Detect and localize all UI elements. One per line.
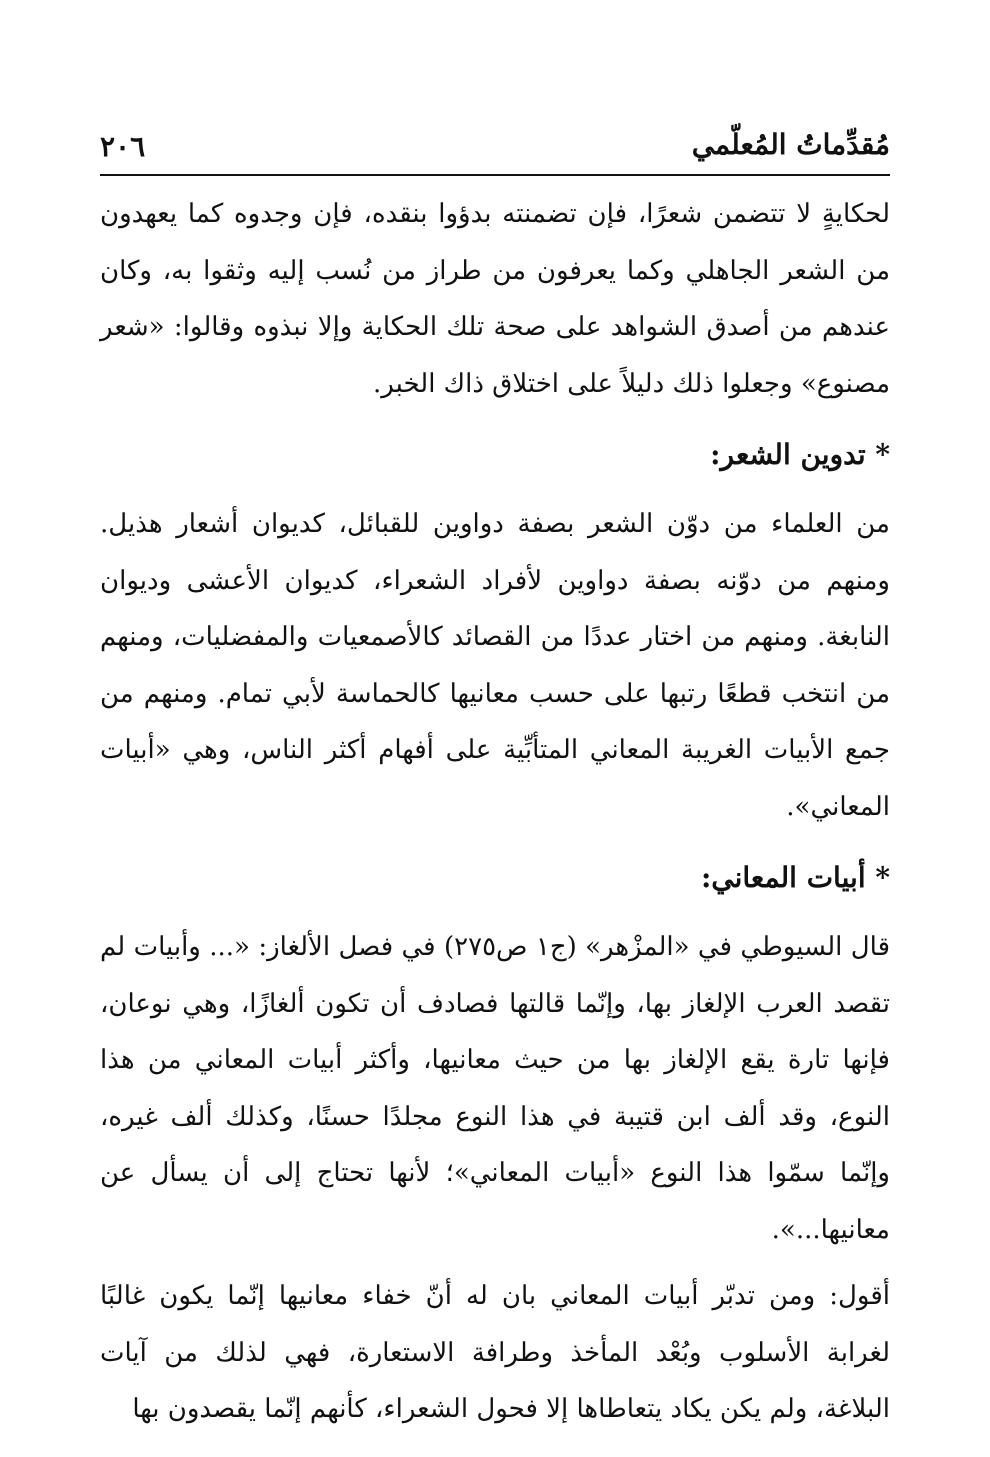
book-page xyxy=(100,0,890,1457)
section-heading-abyat-al-maani: * أبيات المعاني: xyxy=(700,861,890,894)
paragraph-gap xyxy=(100,1258,890,1268)
running-title: مُقدِّماتُ المُعلّمي xyxy=(691,128,890,161)
page-number: ٢٠٦ xyxy=(100,130,146,163)
header-rule xyxy=(100,174,890,176)
section-heading-poetry-compilation: * تدوين الشعر: xyxy=(710,438,890,471)
paragraph-2: من العلماء من دوّن الشعر بصفة دواوين للقبائل، كديوان أشعار هذيل. ومنهم من دوّنه بصفة دواوين لأفراد الشعراء، كديوان الأعشى وديوان النابغة. ومنهم من اختار عددًا من القصائد كالأصمعيات والمفضليات، ومنهم من انتخب قطعًا رتبها على حسب معانيها كالحماسة لأبي تمام. ومنهم من جمع الأبيات الغريبة المعاني المتأبِّية على أفهام أكثر الناس، وهي «أبيات المعاني». xyxy=(100,509,890,822)
paragraph-3: قال السيوطي في «المزْهر» (ج١ ص٢٧٥) في فصل الألغاز: «... وأبيات لم تقصد العرب الإلغاز بها، وإنّما قالتها فصادف أن تكون ألغازًا، وهي نوعان، فإنها تارة يقع الإلغاز بها من حيث معانيها، وأكثر أبيات المعاني من هذا النوع، وقد ألف ابن قتيبة في هذا النوع مجلدًا حسنًا، وكذلك ألف غيره، وإنّما سمّوا هذا النوع «أبيات المعاني»؛ لأنها تحتاج إلى أن يسأل عن معانيها...». xyxy=(100,932,891,1245)
page-header xyxy=(100,128,890,168)
paragraph-1: لحكايةٍ لا تتضمن شعرًا، فإن تضمنته بدؤوا بنقده، فإن وجدوه كما يعهدون من الشعر الجاهلي وكما يعرفون من طراز من نُسب إليه وثقوا به، وكان عندهم من أصدق الشواهد على صحة تلك الحكاية وإلا نبذوه وقالوا: «شعر مصنوع» وجعلوا ذلك دليلاً على اختلاق ذاك الخبر. xyxy=(100,199,890,399)
page-body xyxy=(100,186,890,1438)
paragraph-4: أقول: ومن تدبّر أبيات المعاني بان له أنّ خفاء معانيها إنّما يكون غالبًا لغرابة الأسلوب وبُعْد المأخذ وطرافة الاستعارة، فهي لذلك من آيات البلاغة، ولم يكن يكاد يتعاطاها إلا فحول الشعراء، كأنهم إنّما يقصدون بها xyxy=(100,1281,890,1424)
